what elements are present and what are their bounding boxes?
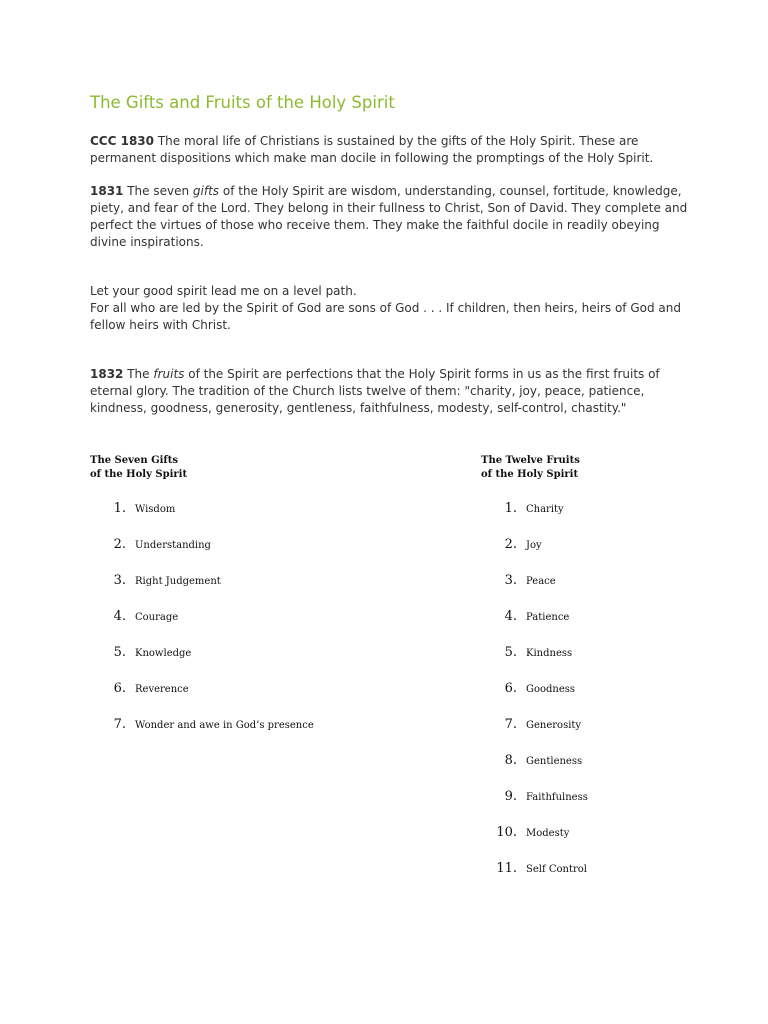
gift-label: Understanding	[135, 540, 211, 551]
paragraph-ccc-1832	[90, 366, 690, 417]
list-number: 5.	[504, 645, 517, 660]
fruits-heading-line-1: The Twelve Fruits	[481, 455, 580, 466]
list-number: 11.	[496, 861, 517, 876]
fruit-label: Kindness	[526, 648, 573, 659]
fruit-label: Faithfulness	[526, 792, 588, 803]
list-number: 10.	[496, 825, 517, 840]
list-number: 4.	[113, 609, 126, 624]
gifts-heading	[90, 454, 187, 482]
fruit-label: Modesty	[526, 828, 570, 839]
list-number: 9.	[504, 789, 517, 804]
gift-label: Wonder and awe in God’s presence	[135, 720, 314, 731]
list-number: 7.	[113, 717, 126, 732]
list-number: 8.	[504, 753, 517, 768]
fruit-label: Patience	[526, 612, 570, 623]
list-number: 1.	[113, 501, 126, 516]
paragraph-text: The	[123, 367, 154, 381]
list-number: 4.	[504, 609, 517, 624]
paragraph-text: The seven	[123, 184, 193, 198]
paragraph-ccc-1831	[90, 183, 690, 251]
fruit-label: Self Control	[526, 864, 587, 875]
fruits-heading	[481, 454, 580, 482]
fruit-label: Joy	[526, 540, 542, 551]
paragraph-text: The moral life of Christians is sustained by the gifts of the Holy Spirit. These are permanent dispositions which make man docile in following the promptings of the Holy Spirit.	[90, 134, 654, 165]
ccc-reference: CCC 1830	[90, 134, 154, 148]
ccc-reference: 1831	[90, 184, 124, 198]
list-number: 7.	[504, 717, 517, 732]
fruits-heading-line-2: of the Holy Spirit	[481, 469, 579, 480]
scripture-quote	[90, 283, 690, 334]
gifts-heading-line-2: of the Holy Spirit	[90, 469, 188, 480]
list-number: 3.	[113, 573, 126, 588]
fruit-label: Goodness	[526, 684, 576, 695]
paragraph-ccc-1830	[90, 133, 690, 167]
list-number: 3.	[504, 573, 517, 588]
gift-label: Right Judgement	[135, 576, 221, 587]
quote-line-2: For all who are led by the Spirit of God are sons of God . . . If children, then heirs, heirs of God and fellow heirs with Christ.	[90, 301, 681, 332]
fruit-label: Charity	[526, 504, 564, 515]
list-number: 6.	[113, 681, 126, 696]
fruit-label: Peace	[526, 576, 556, 587]
ccc-reference: 1832	[90, 367, 124, 381]
list-number: 6.	[504, 681, 517, 696]
list-number: 2.	[504, 537, 517, 552]
emphasis-gifts: gifts	[192, 184, 220, 198]
page-title: The Gifts and Fruits of the Holy Spirit	[90, 93, 395, 112]
gift-label: Wisdom	[135, 504, 176, 515]
list-number: 2.	[113, 537, 126, 552]
gift-label: Knowledge	[135, 648, 192, 659]
paragraph-text: of the Spirit are perfections that the Holy Spirit forms in us as the first fruits of eternal glory. The tradition of the Church lists twelve of them: "charity, joy, peace, patience, kindness, goodness, generosity, gentleness, faithfulness, modesty, self-control, chastity."	[90, 367, 660, 415]
list-number: 1.	[504, 501, 517, 516]
emphasis-fruits: fruits	[153, 367, 185, 381]
fruit-label: Gentleness	[526, 756, 583, 767]
list-number: 5.	[113, 645, 126, 660]
gifts-heading-line-1: The Seven Gifts	[90, 455, 178, 466]
quote-line-1: Let your good spirit lead me on a level path.	[90, 284, 357, 298]
gift-label: Reverence	[135, 684, 189, 695]
paragraph-text: of the Holy Spirit are wisdom, understanding, counsel, fortitude, knowledge, piety, and fear of the Lord. They belong in their fullness to Christ, Son of David. They complete and perfect the virtues of those who receive them. They make the faithful docile in readily obeying divine inspirations.	[90, 184, 688, 249]
gift-label: Courage	[135, 612, 179, 623]
fruit-label: Generosity	[526, 720, 582, 731]
